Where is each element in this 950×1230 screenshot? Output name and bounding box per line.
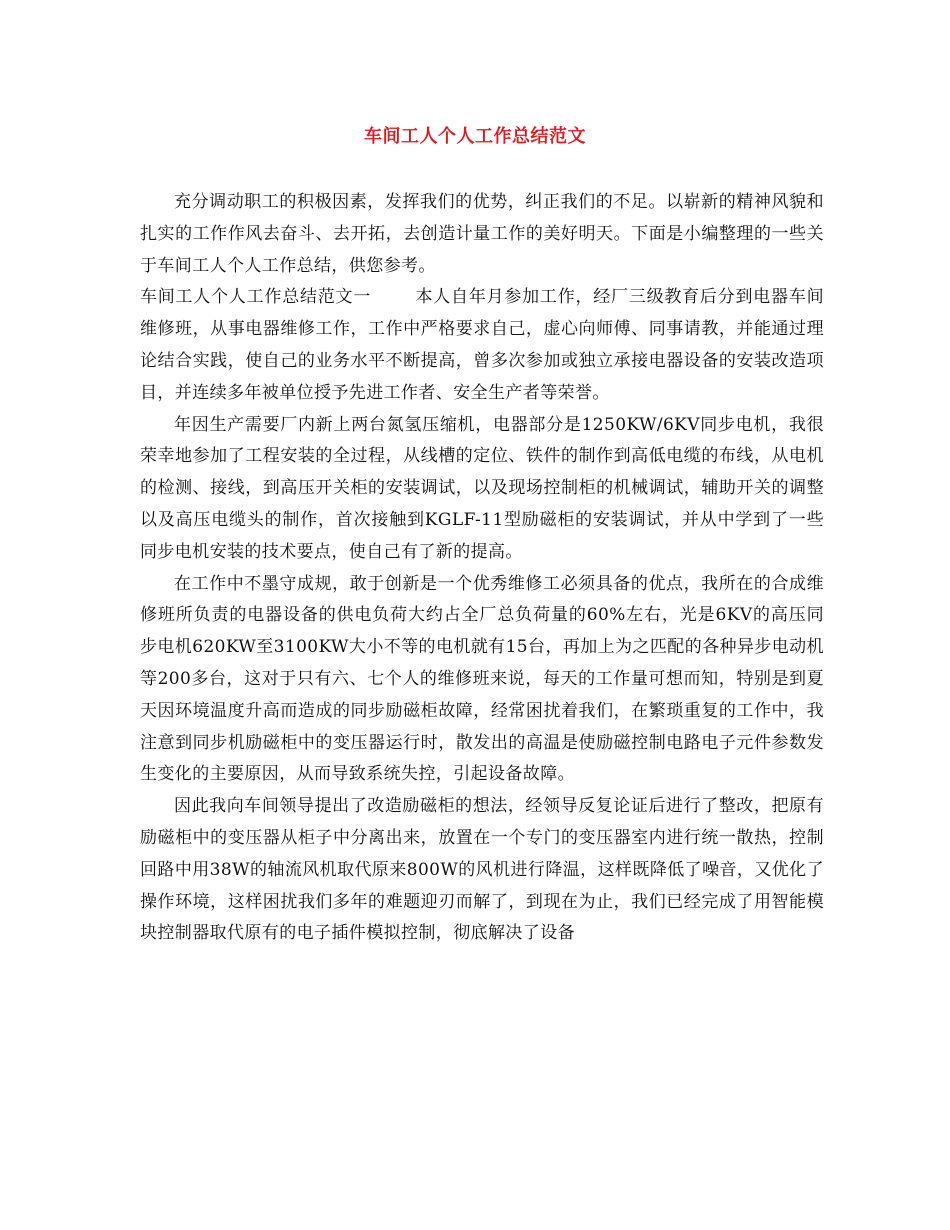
paragraph-section-one [140,282,824,409]
document-body [140,187,824,950]
paragraph-intro: 充分调动职工的积极因素，发挥我们的优势，纠正我们的不足。以崭新的精神风貌和扎实的工作作风去奋斗、去开拓，去创造计量工作的美好明天。下面是小编整理的一些关于车间工人个人工作总结，供您参考。 [140,192,824,276]
section-heading: 车间工人个人工作总结范文一 [140,287,372,308]
paragraph-3: 年因生产需要厂内新上两台氮氢压缩机，电器部分是1250KW/6KV同步电机，我很荣幸地参加了工程安装的全过程，从线槽的定位、铁件的制作到高低电缆的布线，从电机的检测、接线，到高压开关柜的安装调试，以及现场控制柜的机械调试，辅助开关的调整以及高压电缆头的制作，首次接触到KGLF-11型励磁柜的安装调试，并从中学到了一些同步电机安装的技术要点，使自己有了新的提高。 [140,414,824,562]
section-one-text: 本人自年月参加工作，经厂三级教育后分到电器车间维修班，从事电器维修工作，工作中严格要求自己，虚心向师傅、同事请教，并能通过理论结合实践，使自己的业务水平不断提高，曾多次参加或独立承接电器设备的安装改造项目，并连续多年被单位授予先进工作者、安全生产者等荣誉。 [140,287,824,403]
paragraph-4: 在工作中不墨守成规，敢于创新是一个优秀维修工必须具备的优点，我所在的合成维修班所负责的电器设备的供电负荷大约占全厂总负荷量的60%左右，光是6KV的高压同步电机620KW至3100KW大小不等的电机就有15台，再加上为之匹配的各种异步电动机等200多台，这对于只有六、七个人的维修班来说，每天的工作量可想而知，特别是到夏天因环境温度升高而造成的同步励磁柜故障，经常困扰着我们，在繁琐重复的工作中，我注意到同步机励磁柜中的变压器运行时，散发出的高温是使励磁控制电路电子元件参数发生变化的主要原因，从而导致系统失控，引起设备故障。 [140,573,824,785]
paragraph-5: 因此我向车间领导提出了改造励磁柜的想法，经领导反复论证后进行了整改，把原有励磁柜中的变压器从柜子中分离出来，放置在一个专门的变压器室内进行统一散热，控制回路中用38W的轴流风机取代原来800W的风机进行降温，这样既降低了噪音，又优化了操作环境，这样困扰我们多年的难题迎刃而解了，到现在为止，我们已经完成了用智能模块控制器取代原有的电子插件模拟控制，彻底解决了设备 [140,796,824,944]
document-title: 车间工人个人工作总结范文 [364,126,586,147]
